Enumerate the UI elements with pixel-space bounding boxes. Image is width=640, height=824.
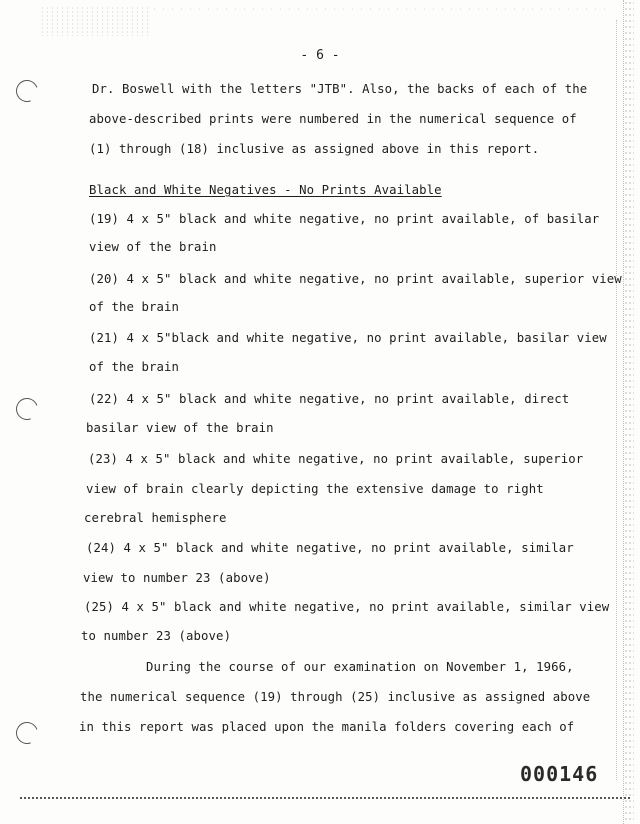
entry-line: view of the brain <box>89 240 217 254</box>
entry-line: of the brain <box>89 300 180 314</box>
entry-line: (23) 4 x 5" black and white negative, no print available, superior <box>88 452 584 466</box>
entry-line: (20) 4 x 5" black and white negative, no print available, superior view <box>89 272 622 286</box>
punch-hole-icon <box>12 394 41 423</box>
entry-line: (22) 4 x 5" black and white negative, no print available, direct <box>89 392 570 406</box>
intro-line: above-described prints were numbered in the numerical sequence of <box>89 112 577 126</box>
closing-line: During the course of our examination on November 1, 1966, <box>146 660 574 674</box>
entry-line: (21) 4 x 5"black and white negative, no print available, basilar view <box>89 331 607 345</box>
page-edge <box>623 0 634 824</box>
scan-noise <box>40 6 150 36</box>
closing-line: in this report was placed upon the manila folders covering each of <box>79 720 575 734</box>
entry-line: view to number 23 (above) <box>83 571 271 585</box>
scan-noise-top <box>150 6 610 12</box>
punch-hole-icon <box>12 76 41 105</box>
intro-line: Dr. Boswell with the letters "JTB". Also, the backs of each of the <box>92 82 588 96</box>
closing-line: the numerical sequence (19) through (25) inclusive as assigned above <box>80 690 591 704</box>
document-id-stamp: 000146 <box>520 762 599 786</box>
intro-line: (1) through (18) inclusive as assigned above in this report. <box>89 142 540 156</box>
punch-hole-icon <box>12 718 41 747</box>
entry-line: basilar view of the brain <box>86 421 274 435</box>
entry-line: view of brain clearly depicting the extensive damage to right <box>86 482 544 496</box>
entry-line: (19) 4 x 5" black and white negative, no print available, of basilar <box>89 212 600 226</box>
entry-line: (25) 4 x 5" black and white negative, no print available, similar view <box>84 600 610 614</box>
entry-line: (24) 4 x 5" black and white negative, no print available, similar <box>86 541 574 555</box>
page-number: - 6 - <box>300 48 340 63</box>
entry-line: of the brain <box>89 360 180 374</box>
entry-line: cerebral hemisphere <box>84 511 227 525</box>
entry-line: to number 23 (above) <box>81 629 232 643</box>
section-heading: Black and White Negatives - No Prints Available <box>89 183 442 197</box>
bottom-rule <box>20 797 630 801</box>
page-edge-line <box>616 20 618 780</box>
